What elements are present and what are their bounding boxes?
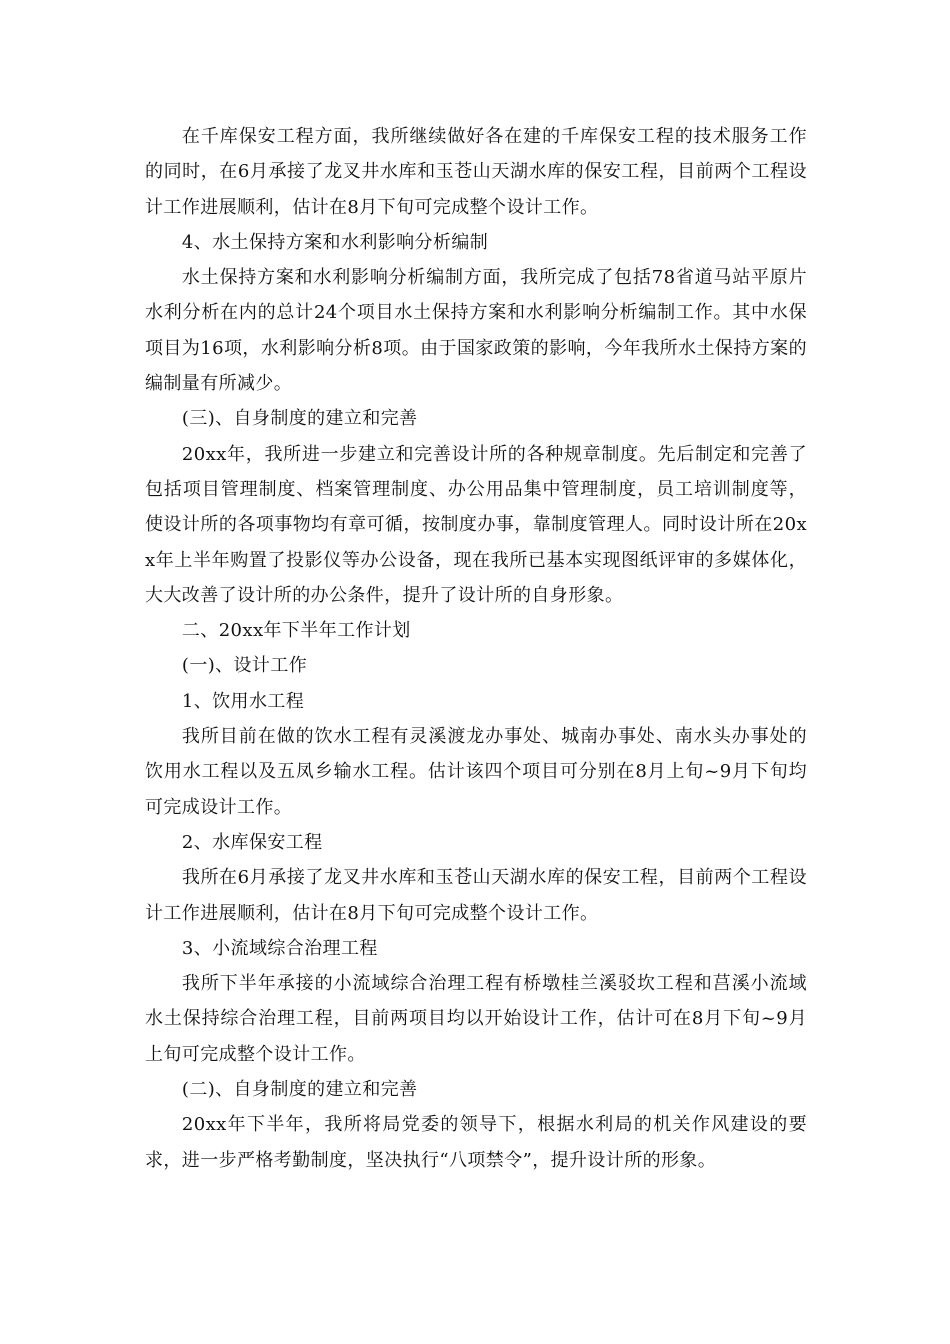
paragraph-small-watershed: 我所下半年承接的小流域综合治理工程有桥墩桂兰溪驳坎工程和莒溪小流域水土保持综合治理工程，目前两项目均以开始设计工作，估计可在8月下旬~9月上旬可完成整个设计工作。 bbox=[145, 973, 807, 1065]
heading-drinking-water: 1、饮用水工程 bbox=[181, 690, 305, 712]
heading-design-work: (一)、设计工作 bbox=[181, 655, 308, 677]
heading-second-half-plan: 二、20xx年下半年工作计划 bbox=[181, 620, 411, 642]
heading-own-system-improvement: (二)、自身制度的建立和完善 bbox=[181, 1079, 418, 1101]
heading-soil-water-conservation: 4、水土保持方案和水利影响分析编制 bbox=[181, 231, 489, 253]
paragraph-reservoir-safety: 我所在6月承接了龙叉井水库和玉苍山天湖水库的保安工程，目前两个工程设计工作进展顺利，估计在8月下旬可完成整个设计工作。 bbox=[145, 867, 807, 924]
heading-small-watershed: 3、小流域综合治理工程 bbox=[181, 937, 378, 959]
paragraph-own-system-improvement: 20xx年下半年，我所将局党委的领导下，根据水利局的机关作风建设的要求，进一步严格考勤制度，坚决执行“八项禁令”，提升设计所的形象。 bbox=[145, 1114, 807, 1171]
document-body bbox=[145, 119, 807, 1178]
paragraph-own-system-building: 20xx年，我所进一步建立和完善设计所的各种规章制度。先后制定和完善了包括项目管理制度、档案管理制度、办公用品集中管理制度，员工培训制度等，使设计所的各项事物均有章可循，按制度办事，靠制度管理人。同时设计所在20xx年上半年购置了投影仪等办公设备，现在我所已基本实现图纸评审的多媒体化，大大改善了设计所的办公条件，提升了设计所的自身形象。 bbox=[145, 443, 807, 606]
paragraph-drinking-water: 我所目前在做的饮水工程有灵溪渡龙办事处、城南办事处、南水头办事处的饮用水工程以及五凤乡输水工程。估计该四个项目可分别在8月上旬~9月下旬均可完成设计工作。 bbox=[145, 726, 807, 818]
heading-reservoir-safety: 2、水库保安工程 bbox=[181, 831, 323, 853]
paragraph-reservoir-safety-intro: 在千库保安工程方面，我所继续做好各在建的千库保安工程的技术服务工作的同时，在6月承接了龙叉井水库和玉苍山天湖水库的保安工程，目前两个工程设计工作进展顺利，估计在8月下旬可完成整个设计工作。 bbox=[145, 126, 807, 218]
heading-own-system-building: (三)、自身制度的建立和完善 bbox=[181, 408, 418, 430]
paragraph-soil-water-conservation: 水土保持方案和水利影响分析编制方面，我所完成了包括78省道马站平原片水利分析在内的总计24个项目水土保持方案和水利影响分析编制工作。其中水保项目为16项，水利影响分析8项。由于国家政策的影响，今年我所水土保持方案的编制量有所减少。 bbox=[145, 267, 807, 395]
